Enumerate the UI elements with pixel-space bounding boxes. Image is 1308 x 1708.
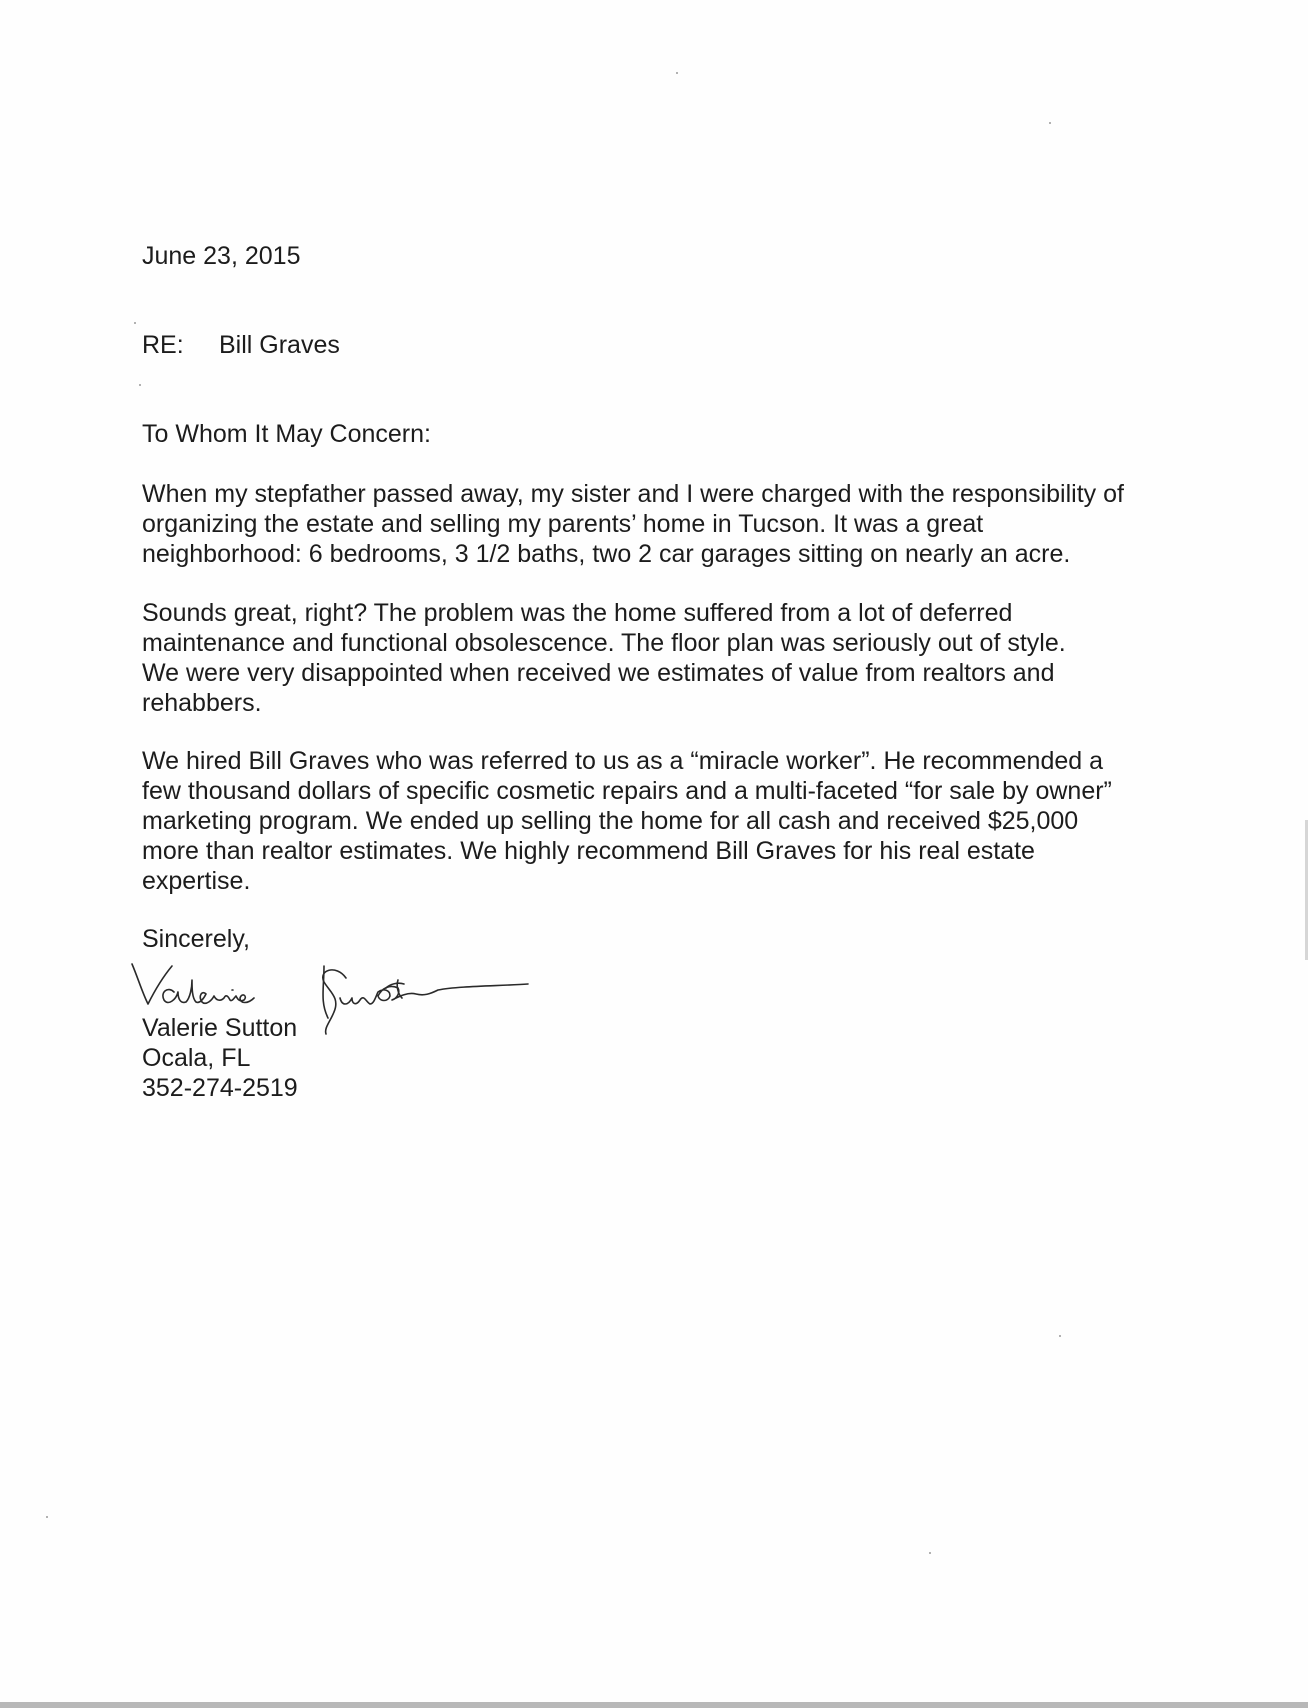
paragraph-line: more than realtor estimates. We highly recommend Bill Graves for his real estate xyxy=(142,837,1035,865)
re-label: RE: xyxy=(142,331,184,359)
handwritten-signature xyxy=(128,958,588,1038)
paragraph xyxy=(142,479,1172,569)
scan-speck xyxy=(1049,122,1051,124)
closing: Sincerely, xyxy=(142,925,250,953)
scan-speck xyxy=(134,322,136,324)
signer-location: Ocala, FL xyxy=(142,1044,251,1072)
scan-speck xyxy=(46,1516,48,1518)
paragraph-line: We were very disappointed when received we estimates of value from realtors and xyxy=(142,659,1055,687)
scan-bottom-edge xyxy=(0,1702,1308,1708)
paragraph xyxy=(142,598,1172,718)
paragraph-line: few thousand dollars of specific cosmetic repairs and a multi-faceted “for sale by owner” xyxy=(142,777,1112,805)
scan-speck xyxy=(1059,1335,1061,1337)
paragraph-line: We hired Bill Graves who was referred to us as a “miracle worker”. He recommended a xyxy=(142,747,1103,775)
scan-speck xyxy=(139,384,141,386)
paragraph xyxy=(142,746,1172,896)
paragraph-line: Sounds great, right? The problem was the home suffered from a lot of deferred xyxy=(142,599,1013,627)
paragraph-line: maintenance and functional obsolescence. The floor plan was seriously out of style. xyxy=(142,629,1066,657)
greeting: To Whom It May Concern: xyxy=(142,420,431,448)
paragraph-line: rehabbers. xyxy=(142,689,262,717)
scan-speck xyxy=(676,72,678,74)
paragraph-line: organizing the estate and selling my parents’ home in Tucson. It was a great xyxy=(142,510,984,538)
scan-speck xyxy=(929,1552,931,1554)
paragraph-line: neighborhood: 6 bedrooms, 3 1/2 baths, two 2 car garages sitting on nearly an acre. xyxy=(142,540,1071,568)
signer-phone: 352-274-2519 xyxy=(142,1074,298,1102)
paragraph-line: expertise. xyxy=(142,867,251,895)
re-line xyxy=(142,330,340,360)
re-subject: Bill Graves xyxy=(219,331,340,359)
paragraph-line: When my stepfather passed away, my sister and I were charged with the responsibility of xyxy=(142,480,1124,508)
signer-name: Valerie Sutton xyxy=(142,1014,298,1042)
paragraph-line: marketing program. We ended up selling the home for all cash and received $25,000 xyxy=(142,807,1079,835)
letter-date: June 23, 2015 xyxy=(142,242,301,270)
